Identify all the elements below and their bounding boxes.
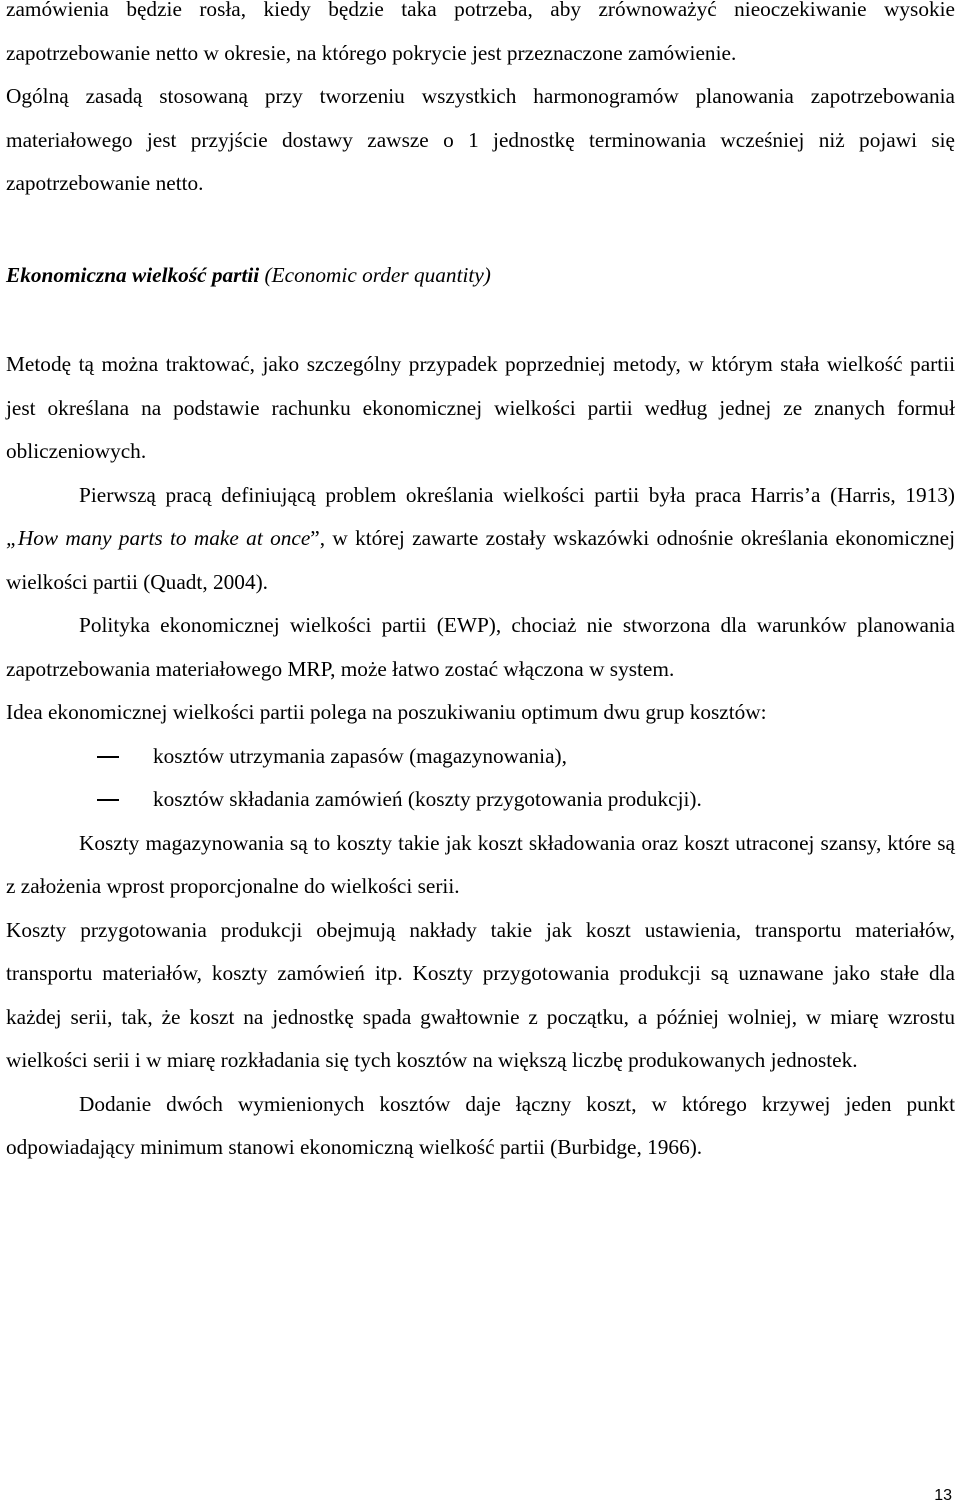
list-item xyxy=(6,778,955,822)
paragraph-storage-costs: Koszty magazynowania są to koszty takie jak koszt składowania oraz koszt utraconej szansy, które są z założenia wprost proporcjonalne do wielkości serii. xyxy=(6,830,955,898)
cost-groups-list xyxy=(6,735,955,822)
paragraph-general-rule: Ogólną zasadą stosowaną przy tworzeniu wszystkich harmonogramów planowania zapotrzebowania materiałowego jest przyjście dostawy zawsze o 1 jednostkę terminowania wcześniej niż pojawi się zapotrzebowanie netto. xyxy=(6,84,955,195)
section-heading xyxy=(6,254,955,298)
dash-bullet-icon xyxy=(97,799,119,801)
harris-text-b: ”, w której zawarte zostały wskazówki odnośnie określania ekonomicznej wielkości partii (Quadt, 2004). xyxy=(6,526,955,594)
dash-bullet-icon xyxy=(97,756,119,758)
paragraph-continuation: zamówienia będzie rosła, kiedy będzie taka potrzeba, aby zrównoważyć nieoczekiwanie wysokie zapotrzebowanie netto w okresie, na którego pokrycie jest przeznaczone zamówienie. xyxy=(6,0,955,65)
page-number: 13 xyxy=(934,1487,952,1504)
paragraph-setup-costs: Koszty przygotowania produkcji obejmują nakłady takie jak koszt ustawienia, transportu materiałów, transportu materiałów, koszty zamówień itp. Koszty przygotowania produkcji są uznawane jako stałe dla każdej serii, tak, że koszt na jednostkę spada gwałtownie z początku, a później wolniej, w miarę wzrostu wielkości serii i w miarę rozkładania się tych kosztów na większą liczbę produkowanych jednostek. xyxy=(6,917,955,1072)
harris-text-a: Pierwszą pracą definiującą problem określania wielkości partii była praca Harris’a (Harris, 1913) xyxy=(79,482,955,507)
list-item xyxy=(6,735,955,779)
document-page xyxy=(6,0,955,1170)
harris-title: „How many parts to make at once xyxy=(6,526,311,550)
section-heading-english: (Economic order quantity) xyxy=(259,262,491,287)
paragraph-harris xyxy=(6,474,955,605)
list-item-text: kosztów składania zamówień (koszty przygotowania produkcji). xyxy=(153,787,702,811)
paragraph-ewp-policy: Polityka ekonomicznej wielkości partii (EWP), chociaż nie stworzona dla warunków planowania zapotrzebowania materiałowego MRP, może łatwo zostać włączona w system. xyxy=(6,613,955,681)
paragraph-total-cost: Dodanie dwóch wymienionych kosztów daje łączny koszt, w którego krzywej jeden punkt odpowiadający minimum stanowi ekonomiczną wielkość partii (Burbidge, 1966). xyxy=(6,1091,955,1159)
section-heading-bold: Ekonomiczna wielkość partii xyxy=(6,262,260,287)
paragraph-method: Metodę tą można traktować, jako szczególny przypadek poprzedniej metody, w którym stała wielkość partii jest określana na podstawie rachunku ekonomicznej wielkości partii według jednej ze znanych formuł obliczeniowych. xyxy=(6,352,955,463)
list-item-text: kosztów utrzymania zapasów (magazynowania), xyxy=(153,743,567,768)
paragraph-idea: Idea ekonomicznej wielkości partii polega na poszukiwaniu optimum dwu grup kosztów: xyxy=(6,700,767,724)
